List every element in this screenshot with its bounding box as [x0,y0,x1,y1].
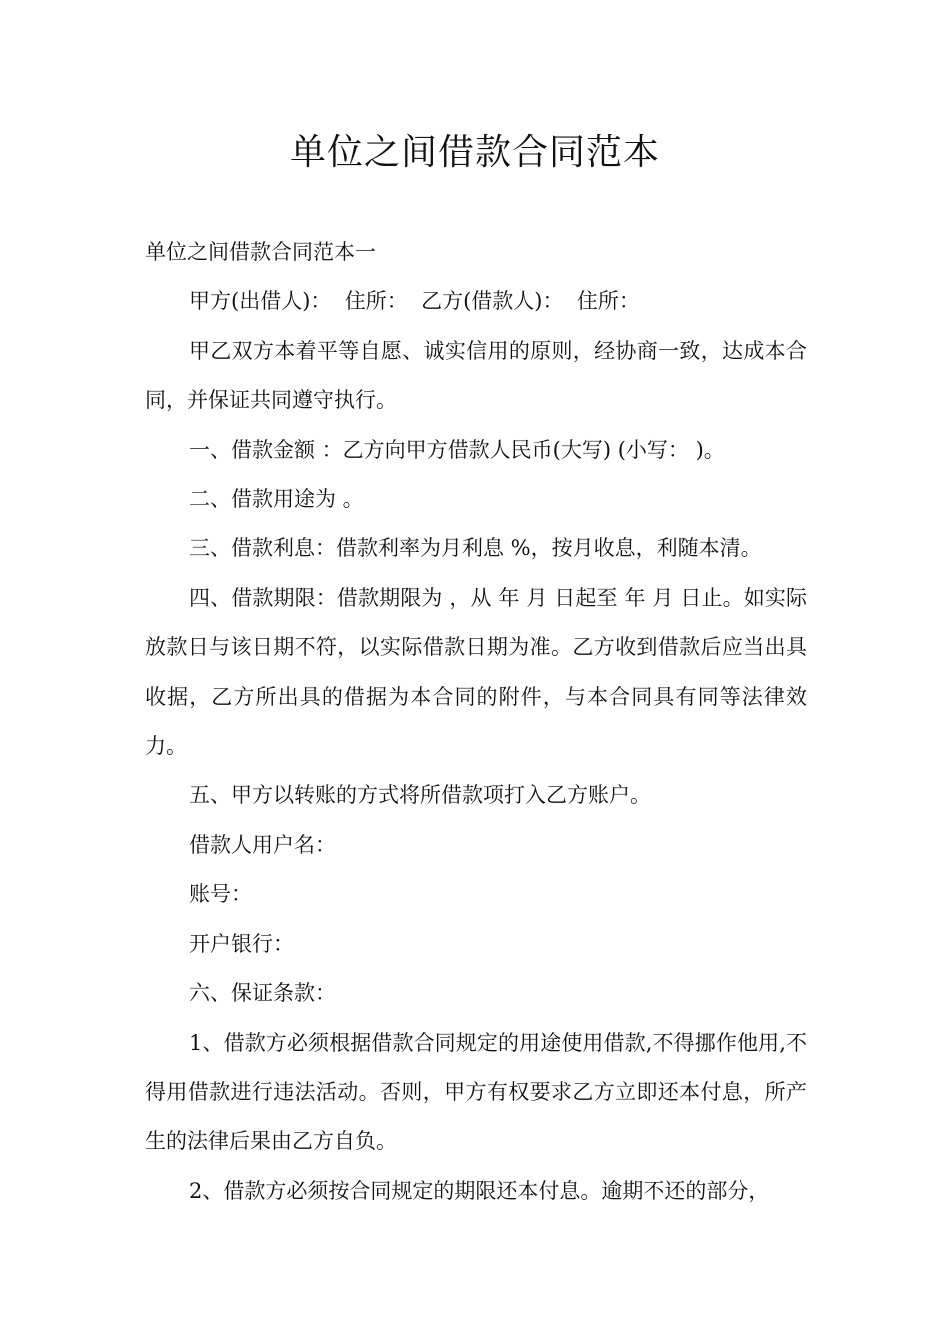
clause-term: 四、借款期限：借款期限为 ，从 年 月 日起至 年 月 日止。如实际放款日与该日期不符，以实际借款日期为准。乙方收到借款后应当出具收据，乙方所出具的借据为本合同的附件，与本合同具有同等法律效力。 [145,585,807,759]
bank-line: 开户银行： [189,931,294,956]
clause-transfer: 五、甲方以转账的方式将所借款项打入乙方账户。 [189,783,651,808]
clause-guarantee: 六、保证条款： [189,981,336,1006]
preamble-paragraph: 甲乙双方本着平等自愿、诚实信用的原则，经协商一致，达成本合同，并保证共同遵守执行。 [145,338,807,413]
account-name-line: 借款人用户名： [189,832,336,857]
document-title: 单位之间借款合同范本 [289,132,660,173]
guarantee-item-1: 1、借款方必须根据借款合同规定的用途使用借款,不得挪作他用,不得用借款进行违法活动。否则，甲方有权要求乙方立即还本付息，所产生的法律后果由乙方自负。 [145,1030,807,1154]
subtitle-paragraph: 单位之间借款合同范本一 [145,240,376,264]
guarantee-item-2: 2、借款方必须按合同规定的期限还本付息。逾期不还的部分， [189,1178,770,1203]
account-number-line: 账号： [189,882,252,907]
clause-interest: 三、借款利息：借款利率为月利息 %，按月收息，利随本清。 [189,536,762,561]
parties-paragraph: 甲方(出借人)： 住所： 乙方(借款人)： 住所： [189,289,640,314]
clause-amount: 一、借款金额 ：乙方向甲方借款人民币(大写) (小写： )。 [189,437,725,462]
document-body [145,228,807,1216]
clause-purpose: 二、借款用途为 。 [189,487,364,512]
